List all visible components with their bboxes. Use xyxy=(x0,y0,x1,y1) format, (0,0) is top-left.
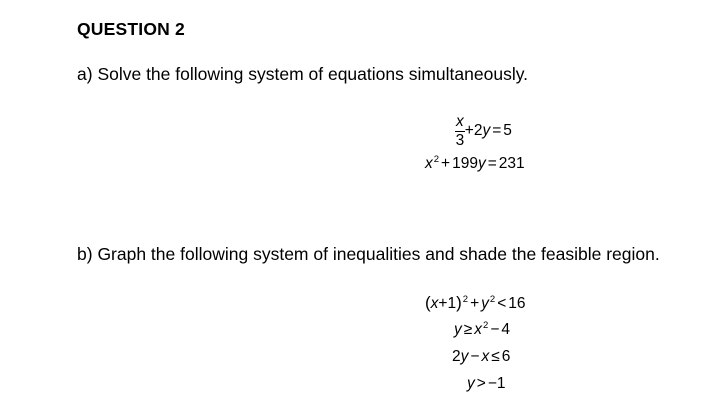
ineq1-var-x: x xyxy=(430,295,439,312)
ineq4-greater-than: > xyxy=(476,375,486,392)
eq2-var-x: x xyxy=(425,155,433,172)
ineq3-minus: − xyxy=(470,348,480,365)
ineq2-minus: − xyxy=(490,321,500,338)
part-b-instruction xyxy=(77,244,660,265)
inequality-2 xyxy=(454,322,510,338)
question-title: QUESTION 2 xyxy=(77,19,185,39)
part-b-text: Graph the following system of inequalities and shade the feasible region. xyxy=(97,244,660,264)
ineq2-geq: ≥ xyxy=(463,321,473,338)
ineq3-var-y: y xyxy=(460,348,469,365)
inequality-3 xyxy=(452,349,510,365)
ineq1-exponent: 2 xyxy=(462,294,469,305)
ineq1-less-than: < xyxy=(497,295,507,312)
ineq2-rhs: 4 xyxy=(501,321,510,338)
part-a-instruction xyxy=(77,64,528,85)
ineq1-open-paren: ( xyxy=(425,293,431,312)
part-b-label: b) xyxy=(77,244,93,264)
eq1-plus: + xyxy=(464,121,474,139)
eq2-equals: = xyxy=(487,155,497,172)
ineq3-var-x: x xyxy=(481,348,490,365)
ineq3-leq: ≤ xyxy=(491,348,500,365)
eq2-rhs: 231 xyxy=(498,155,525,172)
equation-2 xyxy=(425,156,525,172)
inequality-1 xyxy=(425,294,526,312)
ineq3-coef: 2 xyxy=(452,348,461,365)
equation-1 xyxy=(455,113,512,149)
ineq4-rhs: −1 xyxy=(487,375,506,392)
eq2-coef: 199 xyxy=(452,155,478,172)
eq1-equals: = xyxy=(492,121,502,139)
eq2-var-y: y xyxy=(477,155,486,172)
ineq1-one: 1 xyxy=(447,295,457,312)
fraction-x-over-3 xyxy=(455,114,465,150)
eq1-var-y: y xyxy=(482,121,491,139)
ineq1-exponent2: 2 xyxy=(489,294,496,305)
ineq2-var-y: y xyxy=(454,321,462,338)
ineq3-rhs: 6 xyxy=(501,348,511,365)
fraction-denominator: 3 xyxy=(455,132,465,150)
ineq1-plus2: + xyxy=(470,295,480,312)
part-a-label: a) xyxy=(77,64,93,84)
part-a-text: Solve the following system of equations simultaneously. xyxy=(97,64,529,84)
ineq1-close-paren: ) xyxy=(456,293,462,312)
eq1-rhs: 5 xyxy=(503,121,512,139)
eq2-plus: + xyxy=(441,155,451,172)
ineq1-rhs: 16 xyxy=(508,295,526,312)
ineq2-exponent: 2 xyxy=(483,320,489,331)
fraction-numerator: x xyxy=(455,114,465,132)
inequality-4 xyxy=(467,376,506,392)
ineq4-var-y: y xyxy=(467,375,475,392)
ineq2-var-x: x xyxy=(474,321,483,338)
eq2-exponent: 2 xyxy=(433,154,440,165)
ineq1-plus: + xyxy=(438,295,448,312)
ineq1-var-y: y xyxy=(481,295,489,312)
eq1-coef: 2 xyxy=(473,121,483,139)
